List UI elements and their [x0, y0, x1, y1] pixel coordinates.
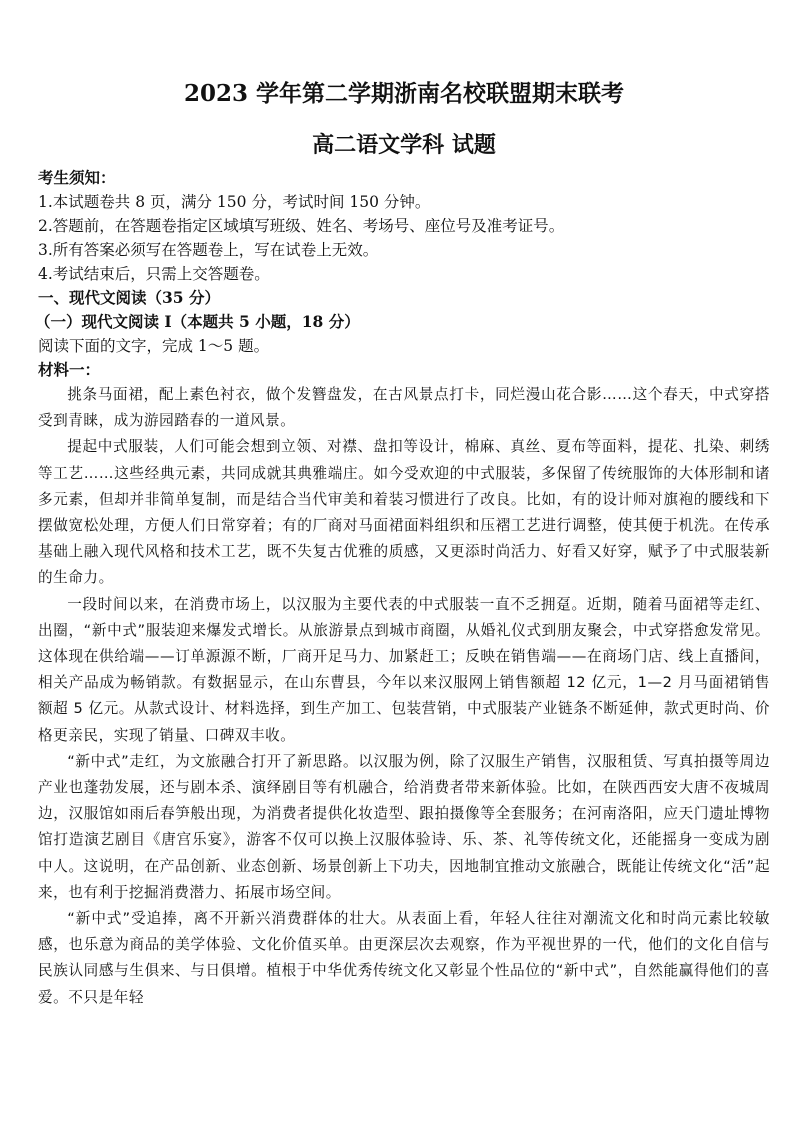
notice-list — [38, 190, 770, 286]
notice-block — [38, 166, 770, 286]
notice-item: 2.答题前，在答题卷指定区域填写班级、姓名、考场号、座位号及准考证号。 — [38, 217, 565, 235]
subsection-heading: （一）现代文阅读 I（本题共 5 小题，18 分） — [35, 312, 360, 331]
notice-item: 1.本试题卷共 8 页，满分 150 分，考试时间 150 分钟。 — [38, 193, 431, 211]
reading-instruction: 阅读下面的文字，完成 1～5 题。 — [38, 337, 270, 355]
material-paragraph: “新中式”受追捧，离不开新兴消费群体的壮大。从表面上看，年轻人往往对潮流文化和时尚元素比较敏感，也乐意为商品的美学体验、文化价值买单。由更深层次去观察，作为平视世界的一代，他们的文化自信与民族认同感与生俱来、与日俱增。植根于中华优秀传统文化又彰显个性品位的“新中式”，自然能赢得他们的喜爱。不只是年轻 — [38, 910, 770, 1006]
material-heading: 材料一： — [38, 360, 101, 379]
material-paragraph: 一段时间以来，在消费市场上，以汉服为主要代表的中式服装一直不乏拥趸。近期，随着马面裙等走红、出圈，“新中式”服装迎来爆发式增长。从旅游景点到城市商圈，从婚礼仪式到朋友聚会，中式穿搭愈发常见。这体现在供给端——订单源源不断，厂商开足马力、加紧赶工；反映在销售端——在商场门店、线上直播间，相关产品成为畅销款。有数据显示，在山东曹县，今年以来汉服网上销售额超 12 亿元，1—2 月马面裙销售额超 5 亿元。从款式设计、材料选择，到生产加工、包装营销，中式服装产业链条不断延伸，款式更时尚、价格更亲民，实现了销量、口碑双丰收。 — [38, 595, 770, 744]
material-body — [38, 382, 770, 1011]
exam-subtitle: 高二语文学科 试题 — [312, 132, 496, 158]
notice-item: 4.考试结束后，只需上交答题卷。 — [38, 265, 270, 283]
notice-item: 3.所有答案必须写在答题卷上，写在试卷上无效。 — [38, 241, 379, 259]
notice-heading: 考生须知： — [38, 168, 116, 187]
material-paragraph: “新中式”走红，为文旅融合打开了新思路。以汉服为例，除了汉服生产销售，汉服租赁、写真拍摄等周边产业也蓬勃发展，还与剧本杀、演绎剧目等有机融合，给消费者带来新体验。比如，在陕西西安大唐不夜城周边，汉服馆如雨后春笋般出现，为消费者提供化妆造型、跟拍摄像等全套服务；在河南洛阳，应天门遗址博物馆打造演艺剧目《唐宫乐宴》，游客不仅可以换上汉服体验诗、乐、茶、礼等传统文化，还能摇身一变成为剧中人。这说明，在产品创新、业态创新、场景创新上下功夫，因地制宜推动文旅融合，既能让传统文化“活”起来，也有利于挖掘消费潜力、拓展市场空间。 — [38, 752, 770, 901]
exam-page — [35, 78, 770, 1011]
exam-title: 2023 学年第二学期浙南名校联盟期末联考 — [183, 80, 625, 107]
material-paragraph: 提起中式服装，人们可能会想到立领、对襟、盘扣等设计，棉麻、真丝、夏布等面料，提花、扎染、刺绣等工艺……这些经典元素，共同成就其典雅端庄。如今受欢迎的中式服装，多保留了传统服饰的大体形制和诸多元素，但却并非简单复制，而是结合当代审美和着装习惯进行了改良。比如，有的设计师对旗袍的腰线和下摆做宽松处理，方便人们日常穿着；有的厂商对马面裙面料组织和压褶工艺进行调整，使其便于机洗。在传承基础上融入现代风格和技术工艺，既不失复古优雅的质感，又更添时尚活力、好看又好穿，赋予了中式服装新的生命力。 — [38, 438, 770, 587]
section-heading: 一、现代文阅读（35 分） — [38, 288, 220, 307]
material-paragraph: 挑条马面裙，配上素色衬衣，做个发簪盘发，在古风景点打卡，同烂漫山花合影……这个春天，中式穿搭受到青睐，成为游园踏春的一道风景。 — [38, 386, 770, 430]
